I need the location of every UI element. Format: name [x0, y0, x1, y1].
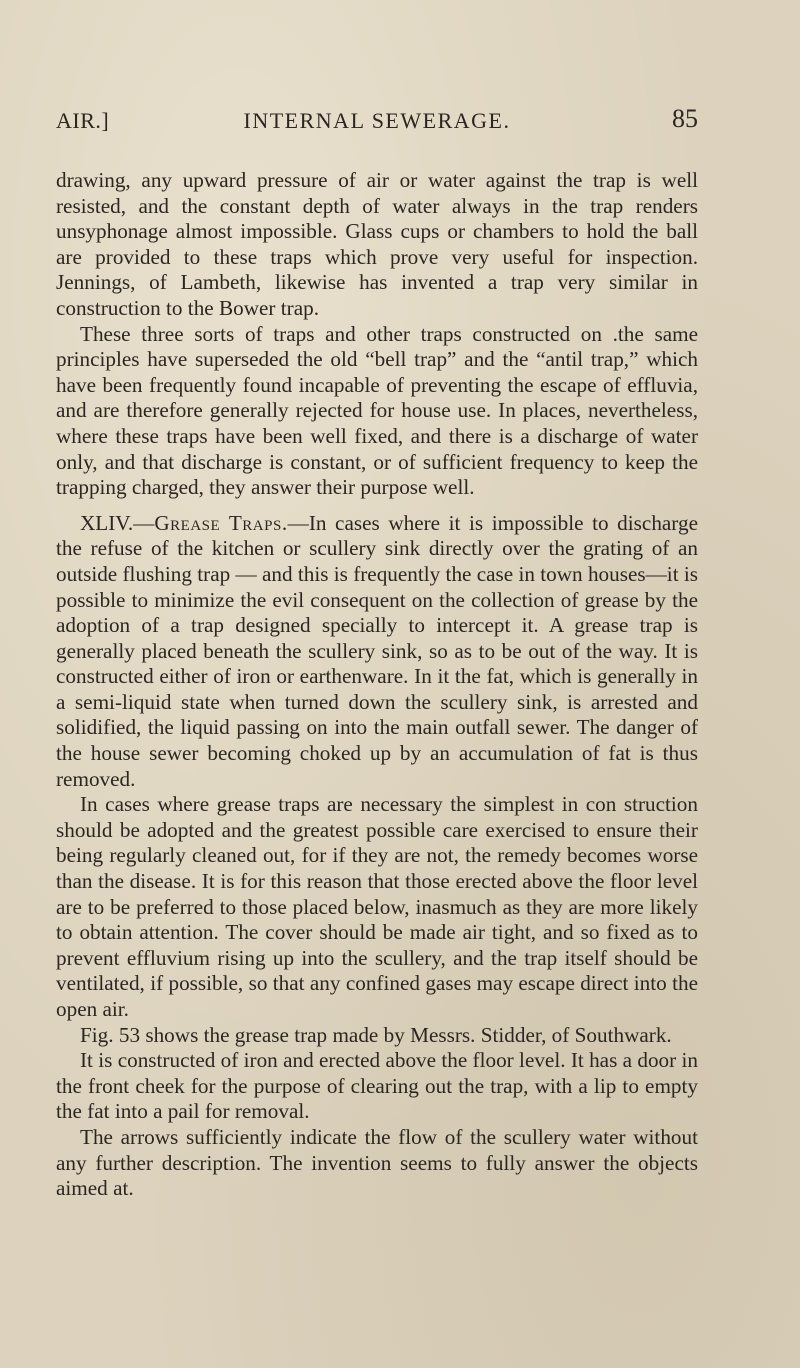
paragraph-5: Fig. 53 shows the grease trap made by Messrs. Stidder, of Southwark.	[80, 1022, 672, 1047]
section-marker: AIR.]	[56, 108, 110, 133]
paragraph-6: It is constructed of iron and erected above the floor level. It has a door in the front cheek for the purpose of clearing out the trap, with a lip to empty the fat into a pail for removal.	[56, 1048, 698, 1124]
running-head	[56, 104, 698, 144]
paragraph-1: drawing, any upward pressure of air or water against the trap is well resisted, and the constant depth of water always in the trap renders unsyphonage almost impossible. Glass cups or chambers to hold the ball are provided to these traps which prove very useful for inspection. Jennings, of Lambeth, likewise has invented a trap very similar in construction to the Bower trap.	[56, 168, 698, 320]
section-text: —In cases where it is impossible to discharge the refuse of the kitchen or scullery sink directly over the grating of an outside flushing trap — and this is frequently the case in town houses—it is possible to minimize the evil consequent on the collection of grease by the adoption of a trap designed specially to intercept it. A grease trap is generally placed beneath the scullery sink, so as to be out of the way. It is constructed either of iron or earthenware. In it the fat, which is generally in a semi-liquid state when turned down the scullery sink, is arrested and solidified, the liquid passing on into the main outfall sewer. The danger of the house sewer becoming choked up by an accumulation of fat is thus removed.	[56, 510, 699, 791]
paragraph-7: The arrows sufficiently indicate the flow of the scullery water without any further description. The invention seems to fully answer the objects aimed at.	[56, 1124, 698, 1201]
page-body	[56, 168, 698, 1202]
page-number: 85	[672, 104, 698, 133]
paragraph-2: These three sorts of traps and other traps constructed on .the same principles have superseded the old “bell trap” and the “antil trap,” which have been frequently found incapable of preventing the escape of effluvia, and are therefore generally rejected for house use. In places, nevertheless, where these traps have been well fixed, and there is a discharge of water only, and that discharge is constant, or of sufficient frequency to keep the trapping charged, they answer their purpose well.	[56, 321, 698, 500]
section-xliv-paragraph	[56, 511, 698, 793]
paragraph-4: In cases where grease traps are necessary the simplest in con struction should be adopted and the greatest possible care exercised to ensure their being regularly cleaned out, for if they are not, the remedy becomes worse than the disease. It is for this reason that those erected above the floor level are to be preferred to those placed below, inasmuch as they are more likely to obtain attention. The cover should be made air tight, and so fixed as to prevent effluvium rising up into the scullery, and the trap itself should be ventilated, if possible, so that any confined gases may escape direct into the open air.	[56, 792, 698, 1021]
chapter-title: INTERNAL SEWERAGE.	[243, 108, 511, 133]
section-number: XLIV.—	[80, 510, 155, 535]
section-heading: Grease Traps.	[154, 510, 288, 535]
